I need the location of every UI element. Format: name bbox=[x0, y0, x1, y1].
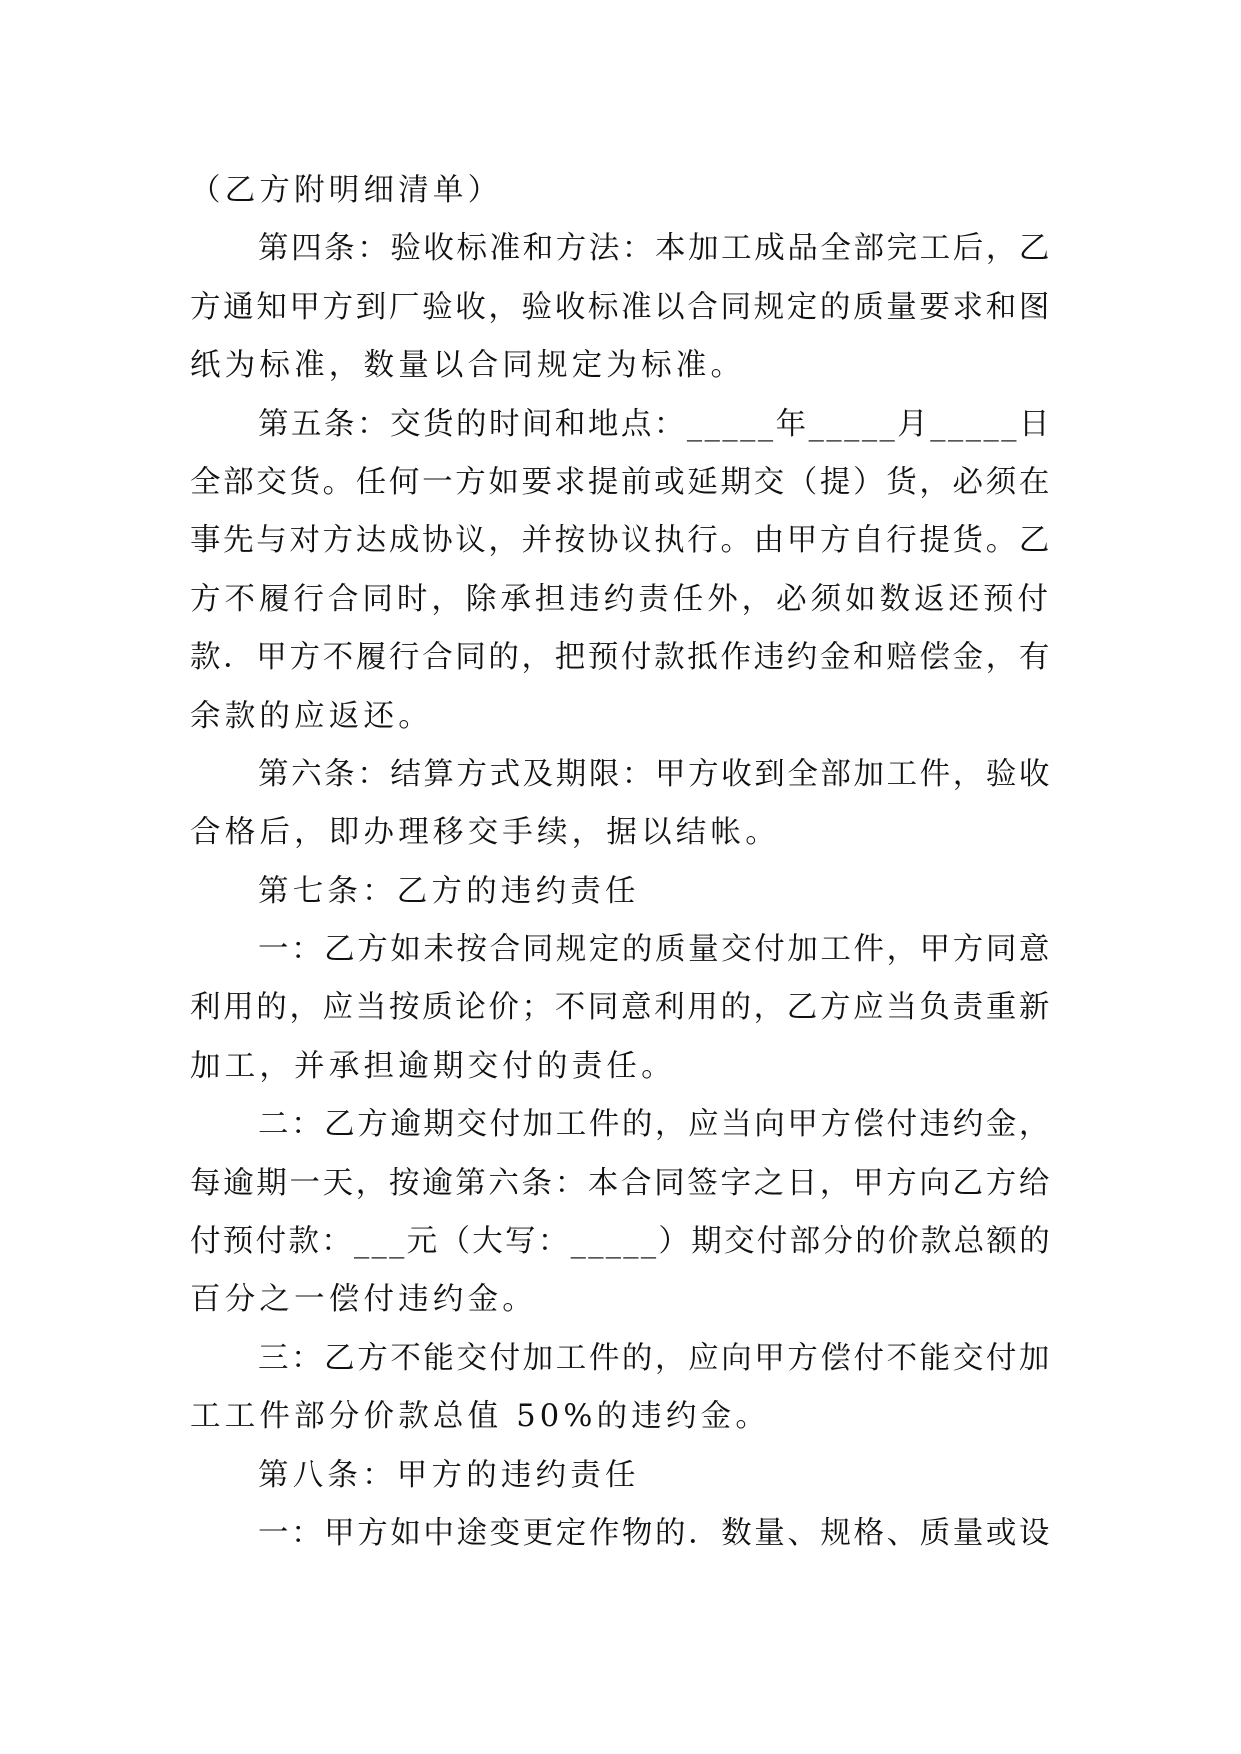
document-line: 百分之一偿付违约金。 bbox=[190, 1282, 537, 1318]
document-line: （乙方附明细清单） bbox=[190, 173, 503, 208]
document-line: 工工件部分价款总值 50%的违约金。 bbox=[190, 1399, 771, 1435]
document-line: 合格后，即办理移交手续，据以结帐。 bbox=[190, 815, 780, 851]
document-line: 方不履行合同时，除承担违约责任外，必须如数返还预付 bbox=[190, 581, 1052, 617]
document-line: 二：乙方逾期交付加工件的，应当向甲方偿付违约金， bbox=[258, 1107, 1052, 1143]
document-line: 利用的，应当按质论价；不同意利用的，乙方应当负责重新 bbox=[190, 990, 1052, 1026]
document-line: 每逾期一天，按逾第六条：本合同签字之日，甲方向乙方给 bbox=[190, 1165, 1052, 1201]
document-line: 第八条：甲方的违约责任 bbox=[258, 1457, 640, 1493]
document-line: 方通知甲方到厂验收，验收标准以合同规定的质量要求和图 bbox=[190, 289, 1052, 325]
document-body bbox=[190, 162, 1052, 1563]
document-line: 余款的应返还。 bbox=[190, 698, 433, 734]
document-line: 纸为标准，数量以合同规定为标准。 bbox=[190, 348, 746, 384]
document-line: 付预付款：___元（大写：_____）期交付部分的价款总额的 bbox=[190, 1224, 1052, 1260]
document-line: 第七条：乙方的违约责任 bbox=[258, 873, 640, 909]
document-line: 一：甲方如中途变更定作物的．数量、规格、质量或设 bbox=[258, 1515, 1052, 1551]
document-line: 加工，并承担逾期交付的责任。 bbox=[190, 1048, 676, 1084]
document-line: 事先与对方达成协议，并按协议执行。由甲方自行提货。乙 bbox=[190, 523, 1052, 559]
document-line: 第四条：验收标准和方法：本加工成品全部完工后，乙 bbox=[258, 231, 1052, 267]
document-line: 全部交货。任何一方如要求提前或延期交（提）货，必须在 bbox=[190, 464, 1052, 500]
document-line: 第六条：结算方式及期限：甲方收到全部加工件，验收 bbox=[258, 756, 1052, 792]
document-line: 三：乙方不能交付加工件的，应向甲方偿付不能交付加 bbox=[258, 1340, 1052, 1376]
document-line: 一：乙方如未按合同规定的质量交付加工件，甲方同意 bbox=[258, 932, 1052, 968]
document-line: 款．甲方不履行合同的，把预付款抵作违约金和赔偿金，有 bbox=[190, 640, 1052, 676]
document-line: 第五条：交货的时间和地点：_____年_____月_____日 bbox=[258, 406, 1052, 442]
